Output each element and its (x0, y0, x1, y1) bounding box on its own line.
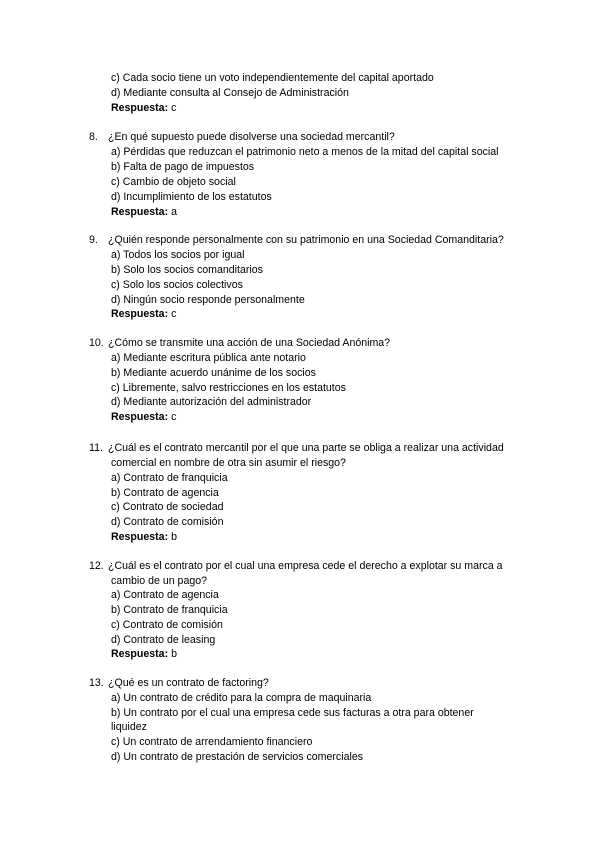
question-text-cont: cambio de un pago? (111, 575, 208, 587)
answer-line (111, 530, 177, 545)
option-a: a) Contrato de agencia (111, 589, 219, 601)
option-d: d) Mediante consulta al Consejo de Administración (111, 87, 349, 99)
option-b-cont: liquidez (111, 721, 147, 733)
question-text: ¿Cuál es el contrato mercantil por el que una parte se obliga a realizar una actividad (108, 442, 504, 454)
answer-line (111, 101, 176, 116)
option-d: d) Contrato de comisión (111, 516, 224, 528)
question-number: 10. (89, 337, 104, 349)
answer-line (111, 307, 176, 322)
option-d: d) Ningún socio responde personalmente (111, 294, 305, 306)
answer-value: c (171, 308, 177, 320)
option-c: c) Libremente, salvo restricciones en los estatutos (111, 382, 346, 394)
answer-line (111, 410, 176, 425)
answer-label: Respuesta: (111, 206, 169, 218)
option-c: c) Solo los socios colectivos (111, 279, 243, 291)
answer-value: c (171, 102, 177, 114)
answer-value: b (171, 648, 177, 660)
question-text: ¿Quién responde personalmente con su patrimonio en una Sociedad Comanditaria? (108, 234, 504, 246)
option-b: b) Un contrato por el cual una empresa cede sus facturas a otra para obtener (111, 707, 474, 719)
option-a: a) Contrato de franquicia (111, 472, 228, 484)
option-b: b) Contrato de agencia (111, 487, 219, 499)
answer-label: Respuesta: (111, 308, 169, 320)
option-c: c) Un contrato de arrendamiento financiero (111, 736, 313, 748)
option-a: a) Un contrato de crédito para la compra de maquinaria (111, 692, 372, 704)
question-text: ¿Cuál es el contrato por el cual una empresa cede el derecho a explotar su marca a (108, 560, 503, 572)
answer-label: Respuesta: (111, 648, 169, 660)
option-b: b) Falta de pago de impuestos (111, 161, 255, 173)
option-d: d) Contrato de leasing (111, 634, 216, 646)
answer-value: c (171, 411, 177, 423)
question-number: 9. (89, 234, 98, 246)
option-c: c) Contrato de comisión (111, 619, 223, 631)
question-number: 8. (89, 131, 98, 143)
answer-line (111, 647, 177, 662)
answer-label: Respuesta: (111, 411, 169, 423)
question-text: ¿Cómo se transmite una acción de una Sociedad Anónima? (108, 337, 391, 349)
option-c: c) Cada socio tiene un voto independientemente del capital aportado (111, 72, 434, 84)
answer-line (111, 205, 177, 220)
option-b: b) Mediante acuerdo unánime de los socios (111, 367, 316, 379)
answer-label: Respuesta: (111, 531, 169, 543)
question-number: 12. (89, 560, 104, 572)
option-a: a) Mediante escritura pública ante notario (111, 352, 306, 364)
option-b: b) Contrato de franquicia (111, 604, 228, 616)
option-c: c) Contrato de sociedad (111, 501, 224, 513)
option-b: b) Solo los socios comanditarios (111, 264, 263, 276)
option-c: c) Cambio de objeto social (111, 176, 236, 188)
option-d: d) Incumplimiento de los estatutos (111, 191, 272, 203)
answer-value: b (171, 531, 177, 543)
question-text-cont: comercial en nombre de otra sin asumir el riesgo? (111, 457, 346, 469)
option-a: a) Todos los socios por igual (111, 249, 245, 261)
option-a: a) Pérdidas que reduzcan el patrimonio neto a menos de la mitad del capital social (111, 146, 499, 158)
question-text: ¿En qué supuesto puede disolverse una sociedad mercantil? (108, 131, 395, 143)
question-number: 13. (89, 677, 104, 689)
option-d: d) Mediante autorización del administrador (111, 396, 312, 408)
answer-value: a (171, 206, 177, 218)
question-text: ¿Qué es un contrato de factoring? (108, 677, 269, 689)
answer-label: Respuesta: (111, 102, 169, 114)
option-d: d) Un contrato de prestación de servicios comerciales (111, 751, 364, 763)
question-number: 11. (89, 442, 103, 454)
